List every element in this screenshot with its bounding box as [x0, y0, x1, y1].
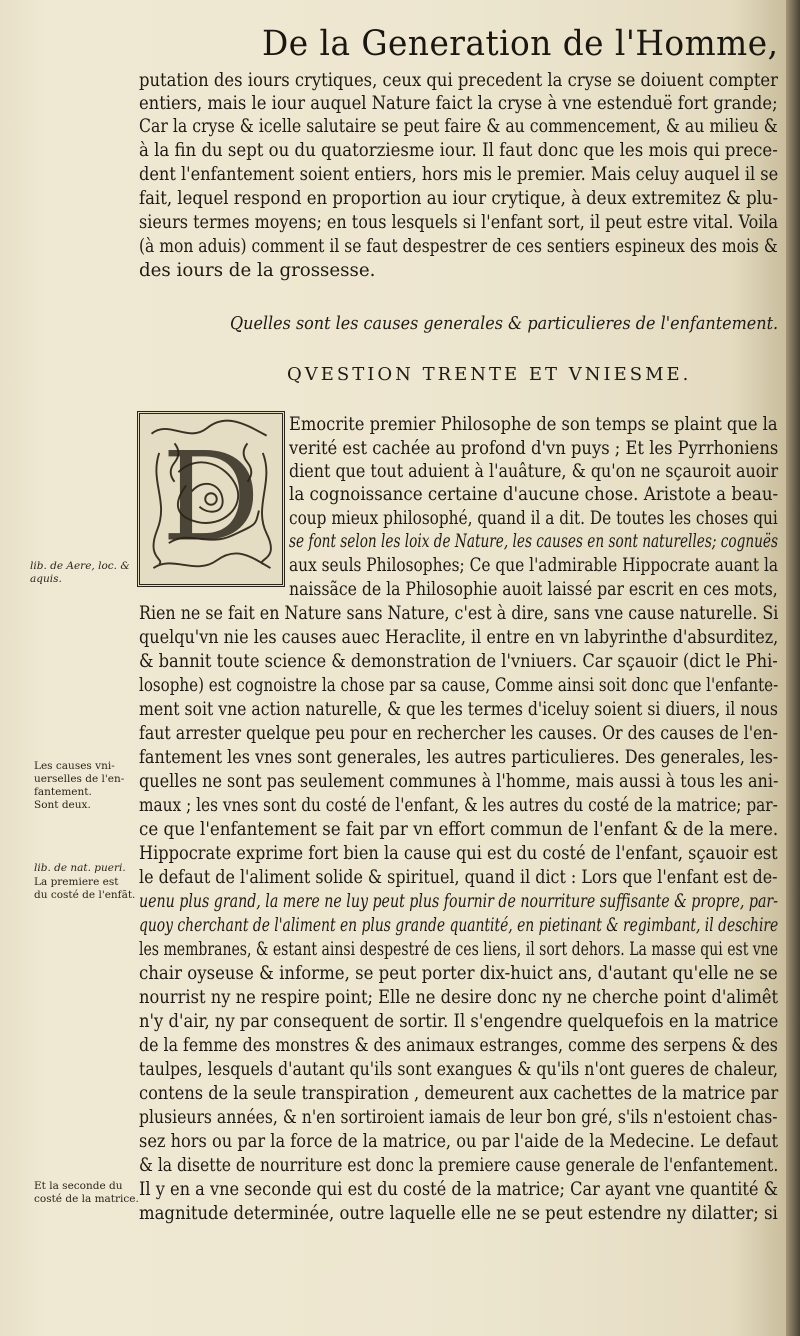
text-line: Il y en a vne seconde qui est du costé de la matrice; Car ayant vne quantité & — [139, 1179, 779, 1200]
text-line: quoy cherchant de l'aliment en plus grande quantité, en pietinant & regimbant, il deschire — [139, 915, 779, 936]
text-line: le defaut de l'aliment solide & spirituel, quand il dict : Lors que l'enfant est de- — [139, 867, 778, 888]
text-line: entiers, mais le iour auquel Nature faict la cryse à vne estenduë fort grande; — [139, 93, 778, 114]
text-line: de la femme des monstres & des animaux estranges, comme des serpens & des — [139, 1035, 778, 1056]
text-line: magnitude determinée, outre laquelle elle ne se peut estendre ny dilatter; si — [139, 1203, 778, 1224]
text-line: naissãce de la Philosophie auoit laissé par escrit en ces mots, — [289, 579, 778, 600]
margin-note: Les causes vni- uerselles de l'en- fantement. Sont deux. — [34, 760, 125, 811]
text-line: dent l'enfantement soient entiers, hors mis le premier. Mais celuy auquel il se — [139, 164, 779, 185]
text-line: losophe) est cognoistre la chose par sa cause, Comme ainsi soit donc que l'enfante- — [139, 675, 779, 696]
question-heading: QVESTION TRENTE ET VNIESME. — [287, 364, 692, 385]
text-line: fantement les vnes sont generales, les autres particulieres. Des generales, les- — [139, 747, 779, 768]
text-line: & bannit toute science & demonstration de l'vniuers. Car sçauoir (dict le Phi- — [139, 651, 778, 672]
text-line: quelqu'vn nie les causes auec Heraclite, il entre en vn labyrinthe d'absurditez, — [139, 627, 779, 648]
initial-letter: D — [161, 425, 261, 569]
margin-note: lib. de Aere, loc. & aquis. — [30, 560, 130, 585]
text-line: verité est cachée au profond d'vn puys ; Et les Pyrrhoniens — [289, 438, 779, 459]
text-line: Emocrite premier Philosophe de son temps se plaint que la — [289, 414, 778, 435]
margin-note: La premiere est du costé de l'enfãt. — [34, 876, 136, 901]
text-line: la cognoissance certaine d'aucune chose. Aristote a beau- — [289, 484, 779, 505]
text-line: aux seuls Philosophes; Ce que l'admirable Hippocrate auant la — [289, 555, 779, 576]
running-header: De la Generation de l'Homme, — [262, 24, 779, 64]
text-line: Hippocrate exprime fort bien la cause qui est du costé de l'enfant, sçauoir est — [139, 843, 778, 864]
text-line: maux ; les vnes sont du costé de l'enfant, & les autres du costé de la matrice; par- — [139, 795, 778, 816]
text-line: se font selon les loix de Nature, les causes en sont naturelles; cognuës — [289, 531, 778, 552]
text-line: Car la cryse & icelle salutaire se peut faire & au commencement, & au milieu & — [139, 116, 778, 137]
text-line: (à mon aduis) comment il se faut despestrer de ces sentiers espineux des mois & — [139, 236, 778, 257]
margin-note: Et la seconde du costé de la matrice. — [34, 1180, 139, 1205]
text-line: à la fin du sept ou du quatorziesme iour. Il faut donc que les mois qui prece- — [139, 140, 778, 161]
text-line: putation des iours crytiques, ceux qui precedent la cryse se doiuent compter — [139, 70, 778, 91]
text-line: coup mieux philosophé, quand il a dit. De toutes les choses qui — [289, 508, 778, 529]
text-line: les membranes, & estant ainsi despestré de ces liens, il sort dehors. La masse qui est vne — [139, 939, 779, 960]
text-line: quelles ne sont pas seulement communes à l'homme, mais aussi à tous les ani- — [139, 771, 779, 792]
text-line: sieurs termes moyens; en tous lesquels si l'enfant sort, il peut estre vital. Voila — [139, 212, 779, 233]
text-line: des iours de la grossesse. — [139, 260, 376, 281]
text-line: nourrist ny ne respire point; Elle ne desire donc ny ne cherche point d'alimêt — [139, 987, 779, 1008]
text-line: plusieurs années, & n'en sortiroient iamais de leur bon gré, s'ils n'estoient chas- — [139, 1107, 778, 1128]
text-line: ment soit vne action naturelle, & que les termes d'iceluy soient si diuers, il nous — [139, 699, 778, 720]
text-line: dient que tout aduient à l'auâture, & qu'on ne sçauroit auoir — [289, 461, 779, 482]
chapter-title: Quelles sont les causes generales & particulieres de l'enfantement. — [230, 313, 779, 334]
text-line: fait, lequel respond en proportion au iour crytique, à deux extremitez & plu- — [139, 188, 779, 209]
text-line: contens de la seule transpiration , demeurent aux cachettes de la matrice par — [139, 1083, 779, 1104]
text-line: & la disette de nourriture est donc la premiere cause generale de l'enfantement. — [139, 1155, 779, 1176]
text-line: Rien ne se fait en Nature sans Nature, c'est à dire, sans vne cause naturelle. Si — [139, 603, 779, 624]
text-line: taulpes, lesquels d'autant qu'ils sont exangues & qu'ils n'ont gueres de chaleur, — [139, 1059, 779, 1080]
margin-note: lib. de nat. pueri. — [34, 862, 126, 874]
page-edge — [786, 0, 800, 1336]
text-line: chair oyseuse & informe, se peut porter dix-huict ans, d'autant qu'elle ne se — [139, 963, 778, 984]
text-line: sez hors ou par la force de la matrice, ou par l'aide de la Medecine. Le defaut — [139, 1131, 779, 1152]
text-line: uenu plus grand, la mere ne luy peut plus fournir de nourriture suffisante & propre, par- — [139, 891, 779, 912]
text-line: ce que l'enfantement se fait par vn effort commun de l'enfant & de la mere. — [139, 819, 779, 840]
text-line: faut arrester quelque peu pour en rechercher les causes. Or des causes de l'en- — [139, 723, 778, 744]
text-line: n'y d'air, ny par consequent de sortir. Il s'engendre quelquefois en la matrice — [139, 1011, 779, 1032]
